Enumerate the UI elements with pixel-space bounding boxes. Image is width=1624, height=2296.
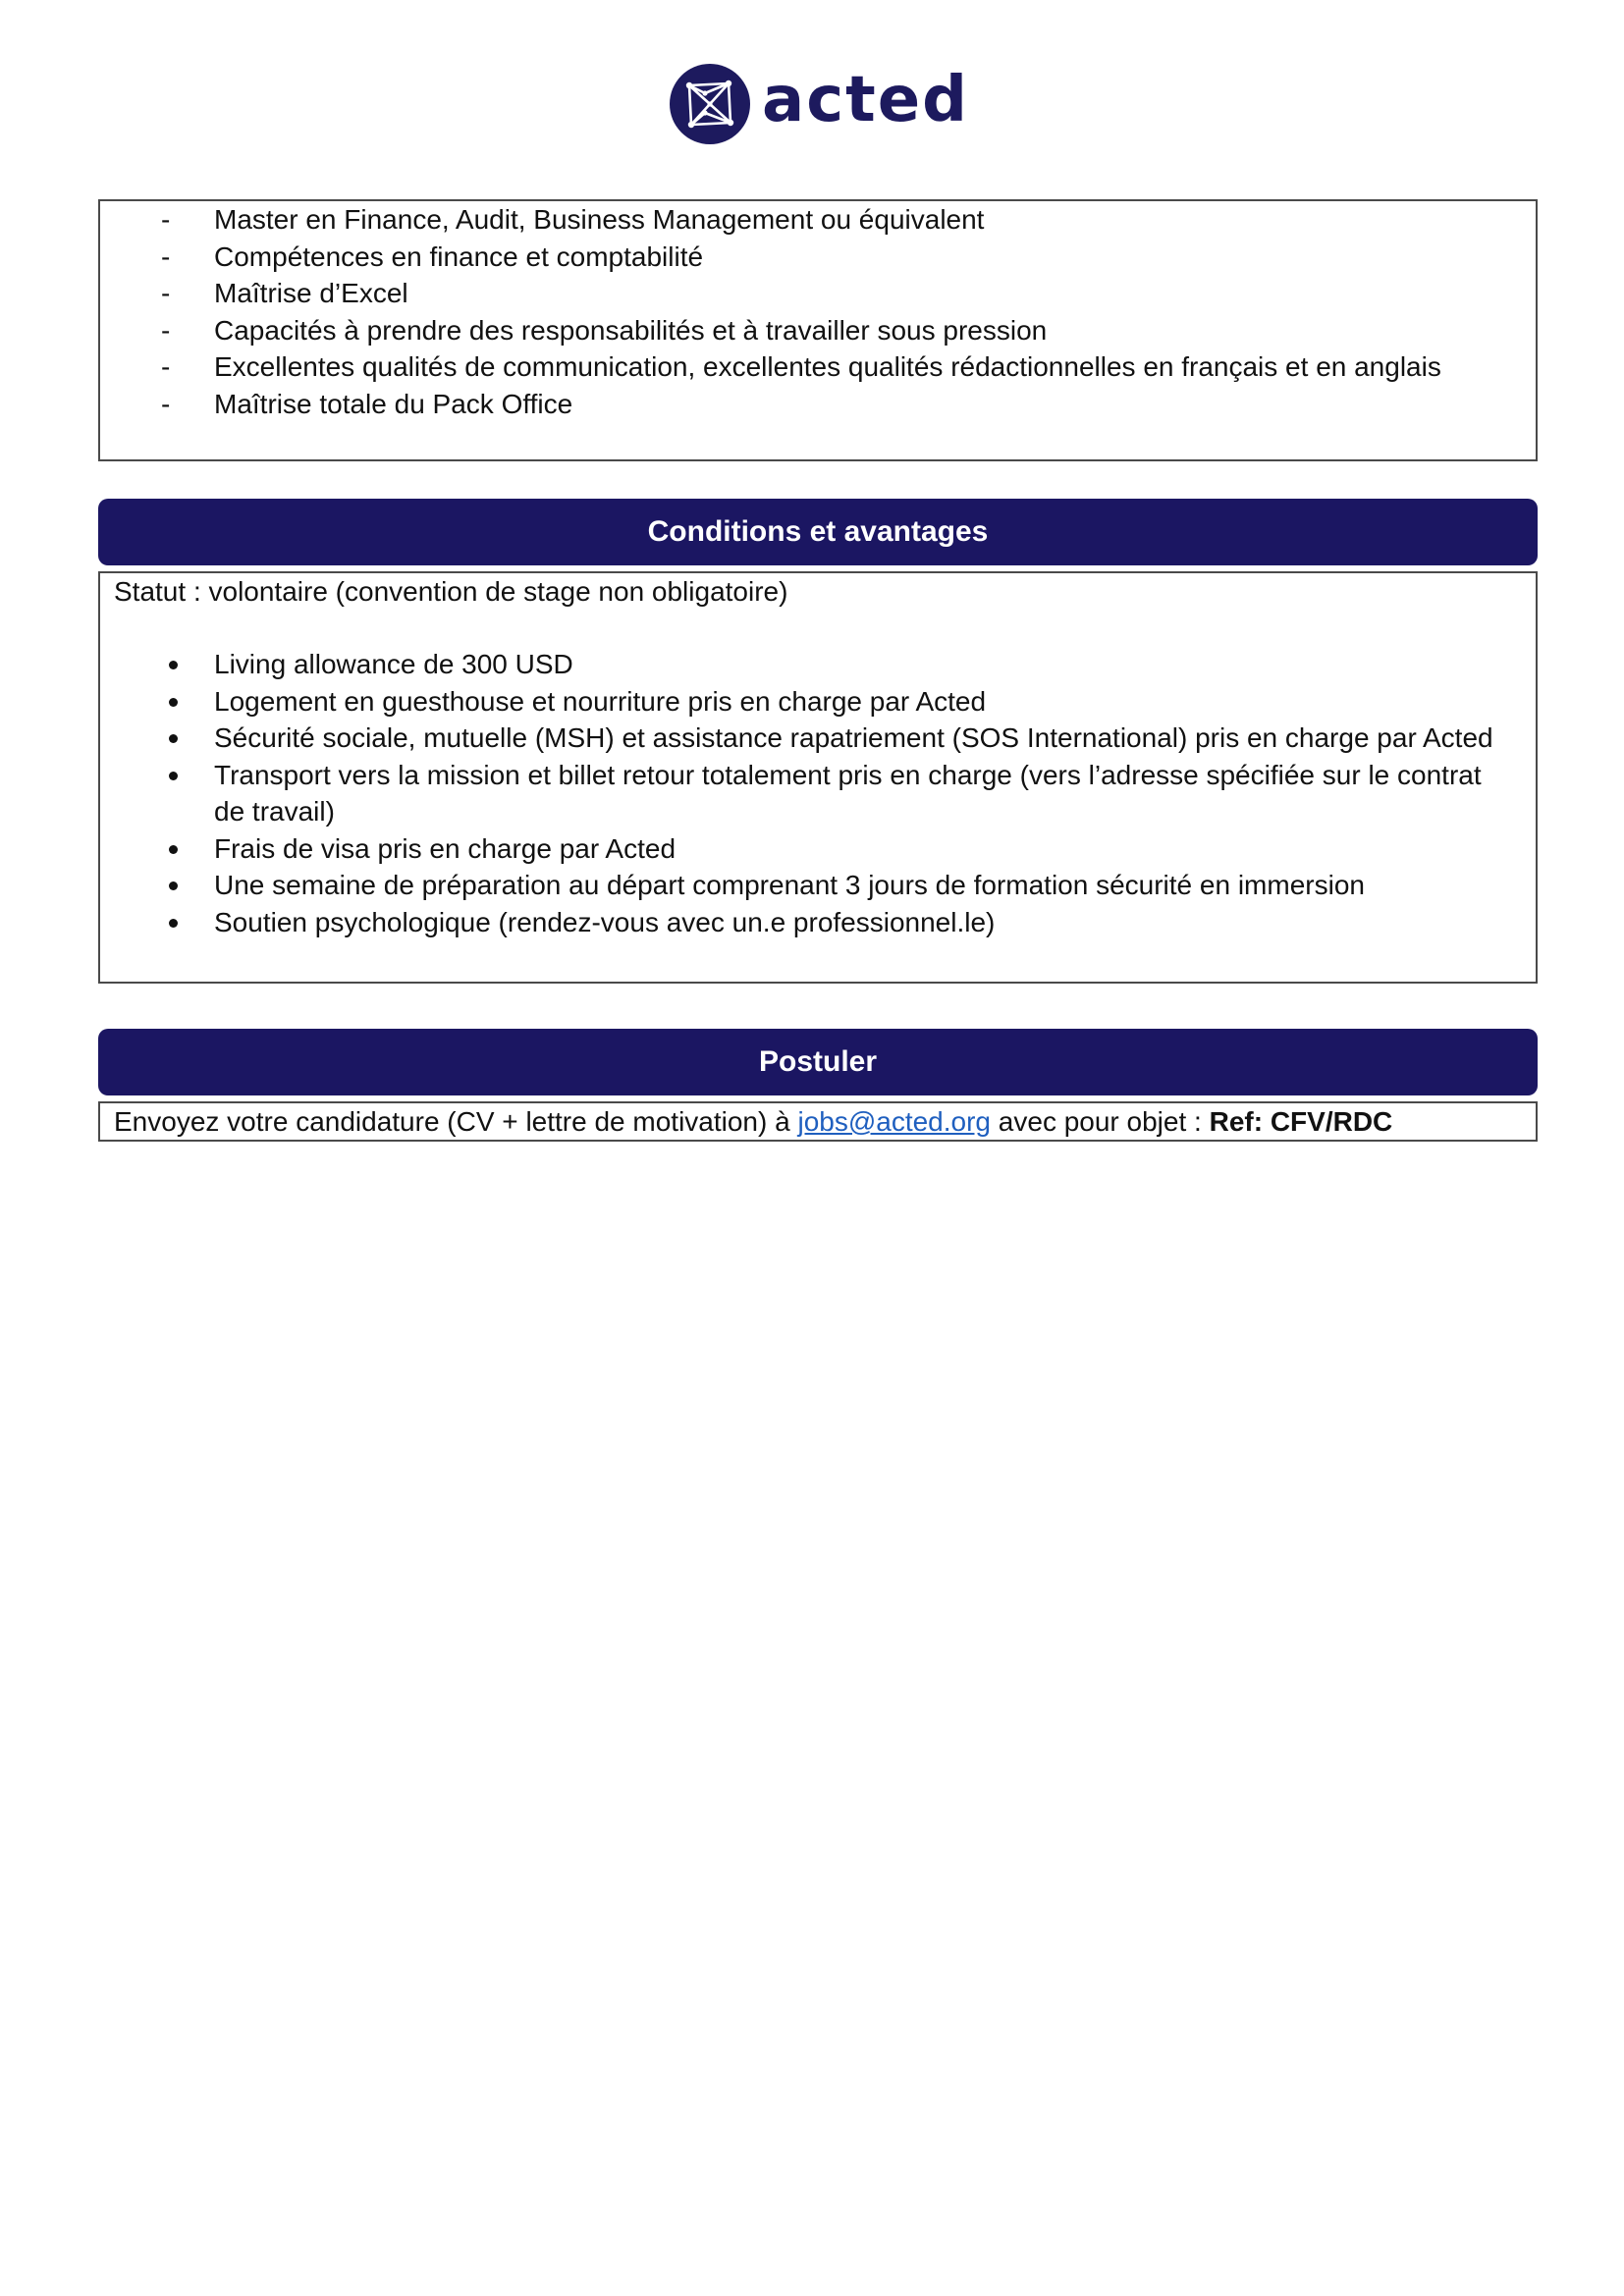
dash-marker: - [161,278,171,308]
apply-text-after: avec pour objet : [991,1106,1210,1137]
bullet-icon [169,881,178,890]
list-item [100,239,1536,276]
list-item-text: Compétences en finance et comptabilité [214,240,704,272]
conditions-box [98,571,1538,984]
apply-header: Postuler [98,1029,1538,1095]
list-item [100,904,1536,941]
dash-marker: - [161,314,171,346]
bullet-icon [169,698,178,707]
list-item-text: Master en Finance, Audit, Business Management ou équivalent [214,204,985,235]
list-item [100,646,1536,683]
dash-marker: - [161,204,171,235]
list-item-text: Capacités à prendre des responsabilités et à travailler sous pression [214,314,1048,346]
list-item-text: Transport vers la mission et billet retour totalement pris en charge (vers l’adresse spécifiée sur le contrat de travail) [214,759,1482,827]
dash-marker: - [161,388,171,419]
apply-text-before: Envoyez votre candidature (CV + lettre de motivation) à [114,1106,798,1137]
dash-marker: - [161,240,171,272]
list-item [100,757,1536,830]
list-item-text: Sécurité sociale, mutuelle (MSH) et assistance rapatriement (SOS International) pris en charge par Acted [214,722,1493,753]
bullet-icon [169,772,178,780]
bullet-icon [169,661,178,669]
list-item [100,201,1536,239]
statut-text: Statut : volontaire (convention de stage non obligatoire) [114,576,788,607]
list-item [100,348,1536,386]
list-item-text: Logement en guesthouse et nourriture pris en charge par Acted [214,685,987,717]
apply-instructions [114,1103,1392,1141]
bullet-icon [169,845,178,854]
conditions-list [100,646,1536,940]
list-item-text: Maîtrise totale du Pack Office [214,388,573,419]
list-item-text: Living allowance de 300 USD [214,649,573,679]
email-link[interactable]: jobs@acted.org [797,1106,992,1137]
list-item [100,830,1536,868]
list-item [100,386,1536,423]
conditions-header: Conditions et avantages [98,499,1538,565]
acted-logo-icon [670,64,750,144]
list-item [100,867,1536,904]
dash-marker: - [161,351,171,382]
list-item-text: Excellentes qualités de communication, excellentes qualités rédactionnelles en français et en anglais [214,351,1441,382]
list-item-text: Une semaine de préparation au départ comprenant 3 jours de formation sécurité en immersion [214,870,1365,900]
list-item [100,720,1536,757]
qualifications-list [100,201,1536,422]
list-item-text: Maîtrise d’Excel [214,278,408,308]
qualifications-box [98,199,1538,461]
reference-code: Ref: CFV/RDC [1209,1106,1393,1137]
acted-logo [670,63,969,145]
list-item-text: Frais de visa pris en charge par Acted [214,832,677,864]
bullet-icon [169,734,178,743]
list-item-text: Soutien psychologique (rendez-vous avec un.e professionnel.le) [214,906,996,937]
list-item [100,683,1536,721]
apply-box [98,1101,1538,1142]
bullet-icon [169,919,178,928]
list-item [100,312,1536,349]
acted-logo-text: acted [762,64,969,136]
list-item [100,275,1536,312]
